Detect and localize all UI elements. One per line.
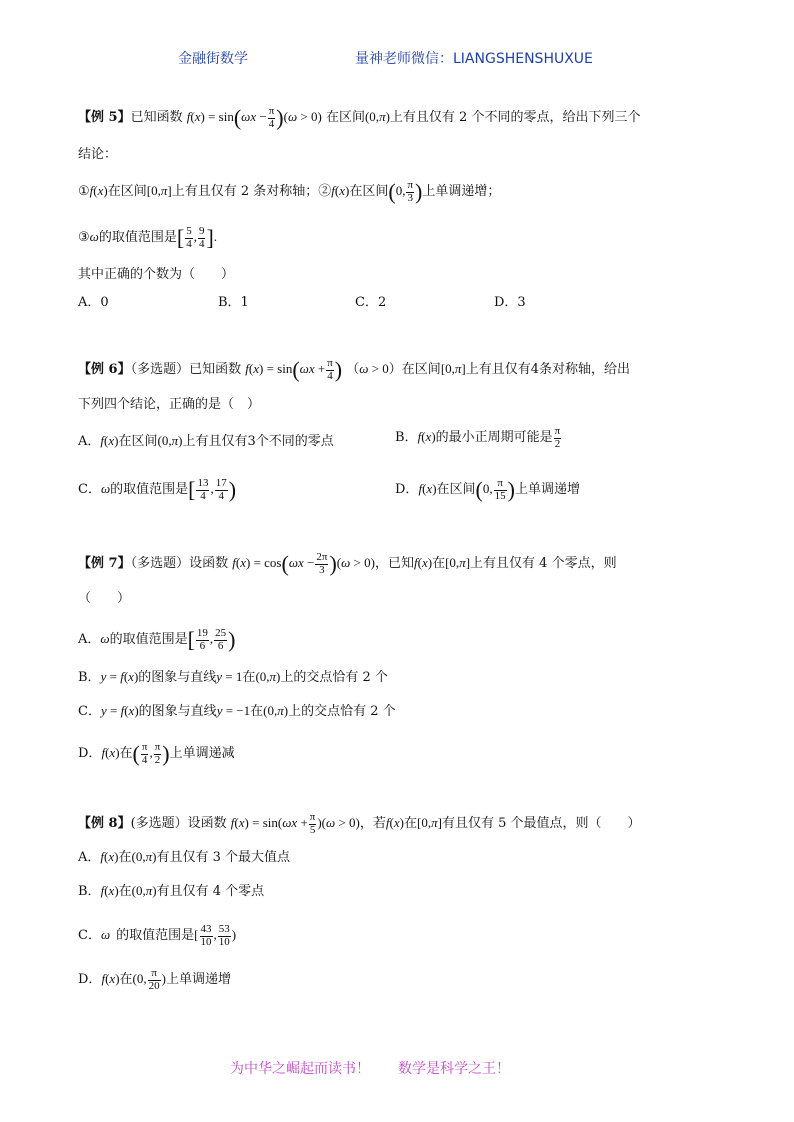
ex5-option-b: B．1: [218, 295, 249, 310]
ex6-line2: 下列四个结论，正确的是（ ）: [78, 397, 261, 412]
ex7-option-c: C．y = f(x)的图象与直线y = −1在(0,π)上的交点恰有 2 个: [78, 703, 396, 719]
ex5-conclusion-1-2: ①f(x)在区间[0,π]上有且仅有 2 条对称轴；②f(x)在区间(0, $\frac{\pi}{3}$ )上单调递增；: [78, 179, 501, 205]
ex8-option-b: B．f(x)在(0,π)有且仅有 4 个零点: [78, 883, 265, 899]
ex5-option-a: A．0: [78, 295, 109, 310]
ex5-option-c: C．2: [355, 295, 387, 310]
ex7-tag: 【例 7】: [78, 556, 131, 572]
ex6-option-d: D．f(x)在区间(0, $\frac{\pi}{15}$ )上单调递增: [395, 477, 580, 503]
ex7-option-b: B．y = f(x)的图象与直线y = 1在(0,π)上的交点恰有 2 个: [78, 669, 388, 685]
footer-slogan: 为中华之崛起而读书！ 数学是科学之王！: [230, 1061, 510, 1077]
header-right: 量神老师微信：LIANGSHENSHUXUE: [355, 51, 593, 67]
ex8-option-c: C．ω 的取值范围是[ $\frac{43}{10}$ , $\frac{53}{10}$ ): [78, 923, 237, 948]
ex8-option-a: A．f(x)在(0,π)有且仅有 3 个最大值点: [78, 849, 290, 865]
ex7-option-a: A．ω的取值范围是[ $\frac{19}{6}$ , $\frac{25}{6}$ ): [78, 627, 236, 653]
ex6-line1: 【例 6】（多选题）已知函数 f(x) = sin(ωx + $\frac{\pi}{4}$ ) （ω > 0）在区间[0,π]上有且仅有4条对称轴，给出: [78, 357, 631, 383]
ex5-formula: f(x) = sin(ωx − $\frac{\pi}{4}$ )(ω > 0): [186, 105, 322, 131]
ex5-tag: 【例 5】: [78, 110, 131, 126]
header-left: 金融街数学: [178, 51, 248, 67]
ex8-tag: 【例 8】: [78, 816, 131, 832]
ex5-conclusion-3: ③ω的取值范围是[ $\frac{5}{4}$ , $\frac{9}{4}$ ].: [78, 225, 218, 251]
ex6-option-b: B．f(x)的最小正周期可能是 $\frac{\pi}{2}$: [395, 425, 561, 450]
ex6-tag: 【例 6】: [78, 362, 131, 378]
ex6-option-a: A．f(x)在区间(0,π)上有且仅有3个不同的零点: [78, 433, 334, 449]
ex8-line1: 【例 8】(多选题）设函数 f(x) = sin(ωx + $\frac{\pi}{5}$ )(ω > 0)，若f(x)在[0,π]有且仅有 5 个最值点，则（ ）: [78, 811, 641, 836]
ex7-line2: （ ）: [78, 591, 131, 606]
ex5-line2: 结论：: [78, 147, 118, 162]
ex7-option-d: D．f(x)在( $\frac{\pi}{4}$ , $\frac{\pi}{2}$ )上单调递减: [78, 741, 235, 767]
ex5-question: 其中正确的个数为（ ）: [78, 267, 235, 282]
ex7-line1: 【例 7】（多选题）设函数 f(x) = cos(ωx − $\frac{2\pi}{3}$ )(ω > 0)，已知f(x)在[0,π]上有且仅有 4 个零点，则: [78, 551, 617, 577]
ex6-option-c: C．ω的取值范围是[ $\frac{13}{4}$ , $\frac{17}{4}$ ): [78, 477, 237, 503]
ex5-line1: 【例 5】已知函数 f(x) = sin(ωx − $\frac{\pi}{4}$ )(ω > 0) 在区间(0,π)上有且仅有 2 个不同的零点，给出下列三个: [78, 105, 641, 131]
ex8-option-d: D．f(x)在(0, $\frac{\pi}{20}$ )上单调递增: [78, 967, 231, 992]
ex5-option-d: D．3: [494, 295, 526, 310]
